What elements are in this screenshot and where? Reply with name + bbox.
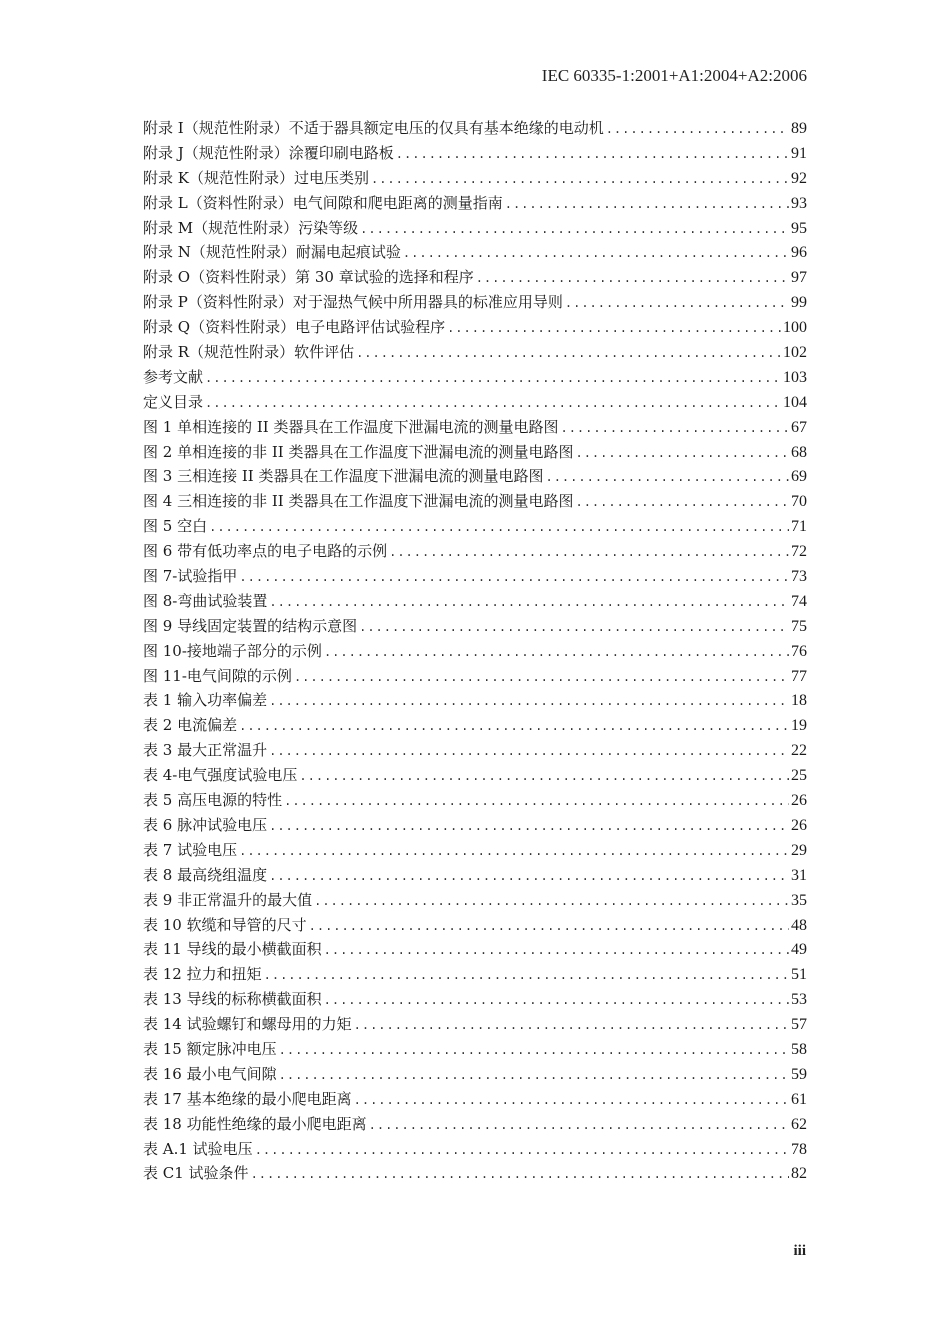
toc-leader-dots — [284, 789, 789, 814]
toc-entry-title: 表 1 输入功率偏差 — [143, 691, 268, 710]
toc-entry[interactable] — [143, 937, 807, 962]
toc-leader-dots — [314, 889, 789, 914]
toc-entry-title: 表 4-电气强度试验电压 — [143, 766, 298, 785]
toc-leader-dots — [279, 1063, 789, 1088]
toc-leader-dots — [356, 341, 781, 366]
toc-entry-title: 表 16 最小电气间隙 — [143, 1064, 277, 1083]
toc-entry-page: 51 — [791, 966, 807, 984]
toc-entry-page: 78 — [791, 1140, 807, 1158]
toc-entry-page: 70 — [791, 493, 807, 511]
toc-entry-page: 49 — [791, 941, 807, 959]
toc-entry[interactable] — [143, 888, 807, 913]
toc-entry-page: 35 — [791, 891, 807, 909]
toc-leader-dots — [360, 217, 789, 242]
toc-entry[interactable] — [143, 340, 807, 365]
toc-entry-page: 57 — [791, 1016, 807, 1034]
toc-entry-page: 68 — [791, 443, 807, 461]
toc-entry-title: 表 2 电流偏差 — [143, 716, 238, 735]
toc-entry[interactable] — [143, 539, 807, 564]
toc-entry-page: 67 — [791, 418, 807, 436]
toc-entry[interactable] — [143, 1137, 807, 1162]
toc-leader-dots — [299, 764, 789, 789]
toc-leader-dots — [606, 117, 789, 142]
toc-entry[interactable] — [143, 415, 807, 440]
toc-entry[interactable] — [143, 713, 807, 738]
toc-entry-title: 附录 I（规范性附录）不适于器具额定电压的仅具有基本绝缘的电动机 — [143, 119, 604, 137]
toc-leader-dots — [369, 1113, 789, 1138]
page-number: iii — [793, 1243, 806, 1259]
toc-entry-page: 75 — [791, 617, 807, 635]
toc-entry-title: 附录 K（规范性附录）过电压类别 — [143, 168, 369, 187]
toc-entry-page: 93 — [791, 194, 807, 212]
toc-entry-page: 104 — [783, 393, 807, 411]
toc-entry-title: 表 14 试验螺钉和螺母用的力矩 — [143, 1015, 352, 1034]
toc-entry[interactable] — [143, 788, 807, 813]
toc-entry-title: 表 C1 试验条件 — [143, 1164, 249, 1183]
toc-entry-title: 表 11 导线的最小横截面积 — [143, 940, 322, 959]
toc-entry[interactable] — [143, 688, 807, 713]
toc-entry-page: 29 — [791, 841, 807, 859]
toc-entry-page: 22 — [791, 742, 807, 760]
toc-entry[interactable] — [143, 265, 807, 290]
toc-entry[interactable] — [143, 166, 807, 191]
toc-leader-dots — [371, 167, 789, 192]
toc-leader-dots — [251, 1162, 789, 1187]
toc-leader-dots — [545, 465, 789, 490]
toc-leader-dots — [396, 142, 789, 167]
toc-entry-page: 96 — [791, 244, 807, 262]
toc-leader-dots — [476, 266, 789, 291]
toc-entry[interactable] — [143, 664, 807, 689]
toc-entry-page: 26 — [791, 816, 807, 834]
toc-entry-page: 53 — [791, 991, 807, 1009]
toc-entry[interactable] — [143, 962, 807, 987]
toc-entry[interactable] — [143, 913, 807, 938]
toc-entry[interactable] — [143, 813, 807, 838]
toc-entry-title: 表 3 最大正常温升 — [143, 741, 268, 760]
toc-entry[interactable] — [143, 216, 807, 241]
toc-entry[interactable] — [143, 838, 807, 863]
toc-entry-page: 69 — [791, 468, 807, 486]
toc-leader-dots — [324, 640, 789, 665]
toc-leader-dots — [269, 814, 789, 839]
toc-entry-page: 89 — [791, 120, 807, 137]
toc-entry-page: 71 — [791, 518, 807, 536]
toc-entry-title: 表 5 高压电源的特性 — [143, 791, 283, 810]
toc-entry-title: 表 12 拉力和扭矩 — [143, 965, 262, 984]
toc-leader-dots — [269, 689, 789, 714]
toc-entry[interactable] — [143, 116, 807, 141]
standard-header: IEC 60335-1:2001+A1:2004+A2:2006 — [541, 66, 807, 85]
toc-entry-page: 82 — [791, 1165, 807, 1183]
toc-leader-dots — [403, 241, 789, 266]
toc-leader-dots — [209, 515, 789, 540]
toc-entry[interactable] — [143, 141, 807, 166]
toc-entry-title: 附录 O（资料性附录）第 30 章试验的选择和程序 — [143, 268, 474, 287]
toc-leader-dots — [205, 391, 781, 416]
toc-entry-page: 48 — [791, 916, 807, 934]
toc-entry[interactable] — [143, 290, 807, 315]
toc-entry-title: 图 11-电气间隙的示例 — [143, 666, 292, 685]
toc-entry[interactable] — [143, 191, 807, 216]
toc-entry[interactable] — [143, 1037, 807, 1062]
toc-entry-page: 77 — [791, 667, 807, 685]
toc-entry-page: 103 — [783, 368, 807, 386]
toc-entry[interactable] — [143, 863, 807, 888]
toc-entry[interactable] — [143, 639, 807, 664]
toc-leader-dots — [239, 714, 789, 739]
toc-entry-title: 附录 R（规范性附录）软件评估 — [143, 343, 355, 362]
toc-entry-title: 表 8 最高绕组温度 — [143, 865, 268, 884]
toc-entry[interactable] — [143, 987, 807, 1012]
toc-leader-dots — [359, 615, 789, 640]
toc-entry-page: 31 — [791, 866, 807, 884]
toc-entry-page: 73 — [791, 568, 807, 586]
toc-entry-title: 附录 Q（资料性附录）电子电路评估试验程序 — [143, 318, 446, 337]
toc-leader-dots — [354, 1088, 789, 1113]
toc-entry-title: 图 7-试验指甲 — [143, 567, 238, 586]
toc-leader-dots — [205, 366, 781, 391]
toc-entry-page: 92 — [791, 169, 807, 187]
toc-leader-dots — [309, 914, 789, 939]
toc-entry-page: 95 — [791, 219, 807, 237]
toc-leader-dots — [255, 1138, 789, 1163]
toc-entry-title: 表 13 导线的标称横截面积 — [143, 990, 322, 1009]
toc-entry[interactable] — [143, 1087, 807, 1112]
table-of-contents — [143, 116, 807, 1186]
toc-entry[interactable] — [143, 390, 807, 415]
toc-entry-page: 62 — [791, 1115, 807, 1133]
toc-entry-title: 表 9 非正常温升的最大值 — [143, 890, 313, 909]
toc-entry-title: 表 18 功能性绝缘的最小爬电距离 — [143, 1114, 367, 1133]
toc-entry[interactable] — [143, 738, 807, 763]
toc-entry-title: 图 6 带有低功率点的电子电路的示例 — [143, 542, 388, 561]
toc-entry-page: 58 — [791, 1040, 807, 1058]
toc-entry-page: 97 — [791, 269, 807, 287]
toc-leader-dots — [239, 565, 789, 590]
toc-leader-dots — [565, 291, 789, 316]
toc-entry-title: 图 8-弯曲试验装置 — [143, 591, 268, 610]
toc-entry[interactable] — [143, 763, 807, 788]
toc-entry-title: 图 4 三相连接的非 II 类器具在工作温度下泄漏电流的测量电路图 — [143, 492, 574, 511]
toc-entry-page: 59 — [791, 1065, 807, 1083]
toc-entry[interactable] — [143, 1112, 807, 1137]
toc-entry-title: 附录 M（规范性附录）污染等级 — [143, 218, 359, 237]
toc-entry-page: 102 — [783, 344, 807, 362]
toc-entry-title: 图 10-接地端子部分的示例 — [143, 641, 322, 660]
toc-leader-dots — [239, 839, 789, 864]
toc-entry-title: 定义目录 — [143, 392, 204, 411]
toc-entry-title: 附录 N（规范性附录）耐漏电起痕试验 — [143, 243, 401, 262]
toc-entry-page: 18 — [791, 692, 807, 710]
toc-entry[interactable] — [143, 514, 807, 539]
toc-leader-dots — [324, 988, 789, 1013]
toc-entry[interactable] — [143, 365, 807, 390]
toc-leader-dots — [269, 864, 789, 889]
toc-leader-dots — [264, 963, 789, 988]
toc-entry-title: 附录 P（资料性附录）对于湿热气候中所用器具的标准应用导则 — [143, 293, 563, 312]
toc-entry[interactable] — [143, 464, 807, 489]
toc-leader-dots — [269, 739, 789, 764]
toc-entry[interactable] — [143, 489, 807, 514]
toc-entry-title: 表 6 脉冲试验电压 — [143, 815, 268, 834]
toc-entry-title: 图 9 导线固定装置的结构示意图 — [143, 616, 358, 635]
toc-leader-dots — [279, 1038, 789, 1063]
toc-entry[interactable] — [143, 1161, 807, 1186]
toc-leader-dots — [389, 540, 789, 565]
toc-entry-page: 74 — [791, 592, 807, 610]
toc-leader-dots — [447, 316, 781, 341]
toc-entry[interactable] — [143, 1012, 807, 1037]
toc-entry-title: 附录 L（资料性附录）电气间隙和爬电距离的测量指南 — [143, 193, 503, 212]
toc-leader-dots — [269, 590, 789, 615]
toc-entry-title: 表 7 试验电压 — [143, 840, 238, 859]
toc-entry-page: 61 — [791, 1090, 807, 1108]
toc-entry-page: 76 — [791, 642, 807, 660]
toc-leader-dots — [294, 665, 789, 690]
toc-entry-title: 图 3 三相连接 II 类器具在工作温度下泄漏电流的测量电路图 — [143, 467, 544, 486]
toc-entry[interactable] — [143, 240, 807, 265]
toc-leader-dots — [354, 1013, 789, 1038]
toc-entry[interactable] — [143, 589, 807, 614]
toc-entry-page: 25 — [791, 767, 807, 785]
toc-entry-page: 19 — [791, 717, 807, 735]
toc-leader-dots — [575, 441, 789, 466]
toc-entry-page: 72 — [791, 543, 807, 561]
toc-entry-title: 表 A.1 试验电压 — [143, 1139, 253, 1158]
toc-entry-title: 附录 J（规范性附录）涂覆印刷电路板 — [143, 143, 394, 162]
toc-leader-dots — [560, 416, 789, 441]
toc-leader-dots — [505, 192, 789, 217]
toc-entry[interactable] — [143, 440, 807, 465]
toc-entry-page: 100 — [783, 319, 807, 337]
toc-entry-page: 91 — [791, 144, 807, 162]
toc-entry[interactable] — [143, 1062, 807, 1087]
toc-entry-title: 图 1 单相连接的 II 类器具在工作温度下泄漏电流的测量电路图 — [143, 417, 559, 436]
toc-entry-title: 表 17 基本绝缘的最小爬电距离 — [143, 1089, 352, 1108]
toc-entry-page: 99 — [791, 294, 807, 312]
toc-entry-page: 26 — [791, 792, 807, 810]
toc-entry[interactable] — [143, 614, 807, 639]
toc-leader-dots — [324, 938, 789, 963]
toc-entry-title: 表 15 额定脉冲电压 — [143, 1039, 277, 1058]
toc-entry-title: 图 2 单相连接的非 II 类器具在工作温度下泄漏电流的测量电路图 — [143, 442, 574, 461]
toc-leader-dots — [575, 490, 789, 515]
toc-entry-title: 图 5 空白 — [143, 517, 208, 536]
toc-entry[interactable] — [143, 315, 807, 340]
toc-entry-title: 表 10 软缆和导管的尺寸 — [143, 915, 307, 934]
toc-entry[interactable] — [143, 564, 807, 589]
toc-entry-title: 参考文献 — [143, 367, 204, 386]
